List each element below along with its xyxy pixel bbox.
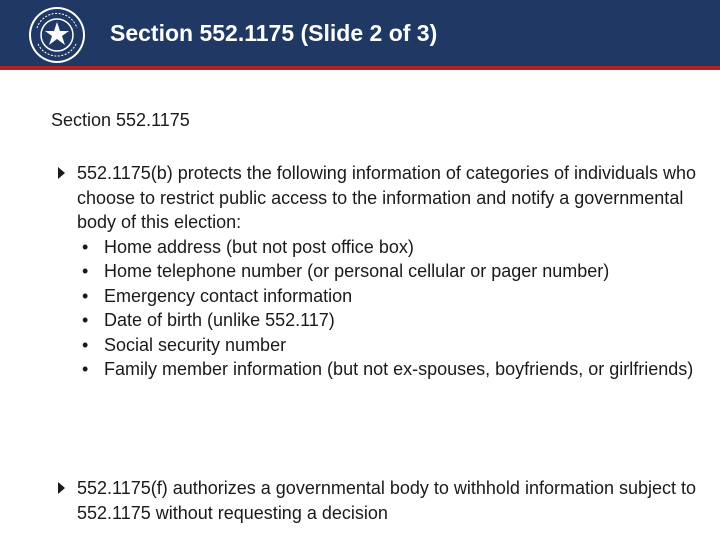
list-item: • Family member information (but not ex-spouses, boyfriends, or girlfriends) — [82, 359, 694, 379]
list-item: • Home telephone number (or personal cellular or pager number) — [82, 261, 610, 281]
point-2 — [58, 476, 698, 525]
point-1 — [58, 161, 698, 382]
point-2-text: 552.1175(f) authorizes a governmental body to withhold information subject to 552.1175 without requesting a decision — [77, 478, 697, 523]
point-1-text: 552.1175(b) protects the following information of categories of individuals who choose to restrict public access to the information and notify a governmental body of this election: — [77, 163, 697, 232]
list-item: • Home address (but not post office box) — [82, 236, 414, 257]
list-item: • Date of birth (unlike 552.117) — [82, 310, 335, 330]
list-item: • Social security number — [82, 334, 287, 355]
header-accent-stripe — [0, 66, 720, 70]
protected-info-list — [77, 235, 698, 382]
arrow-bullet-icon — [58, 167, 65, 179]
slide-title: Section 552.1175 (Slide 2 of 3) — [110, 20, 438, 46]
attorney-general-seal-icon — [28, 6, 86, 64]
arrow-bullet-icon — [58, 482, 65, 494]
list-item: • Emergency contact information — [82, 285, 353, 306]
section-subheading: Section 552.1175 — [51, 110, 190, 130]
